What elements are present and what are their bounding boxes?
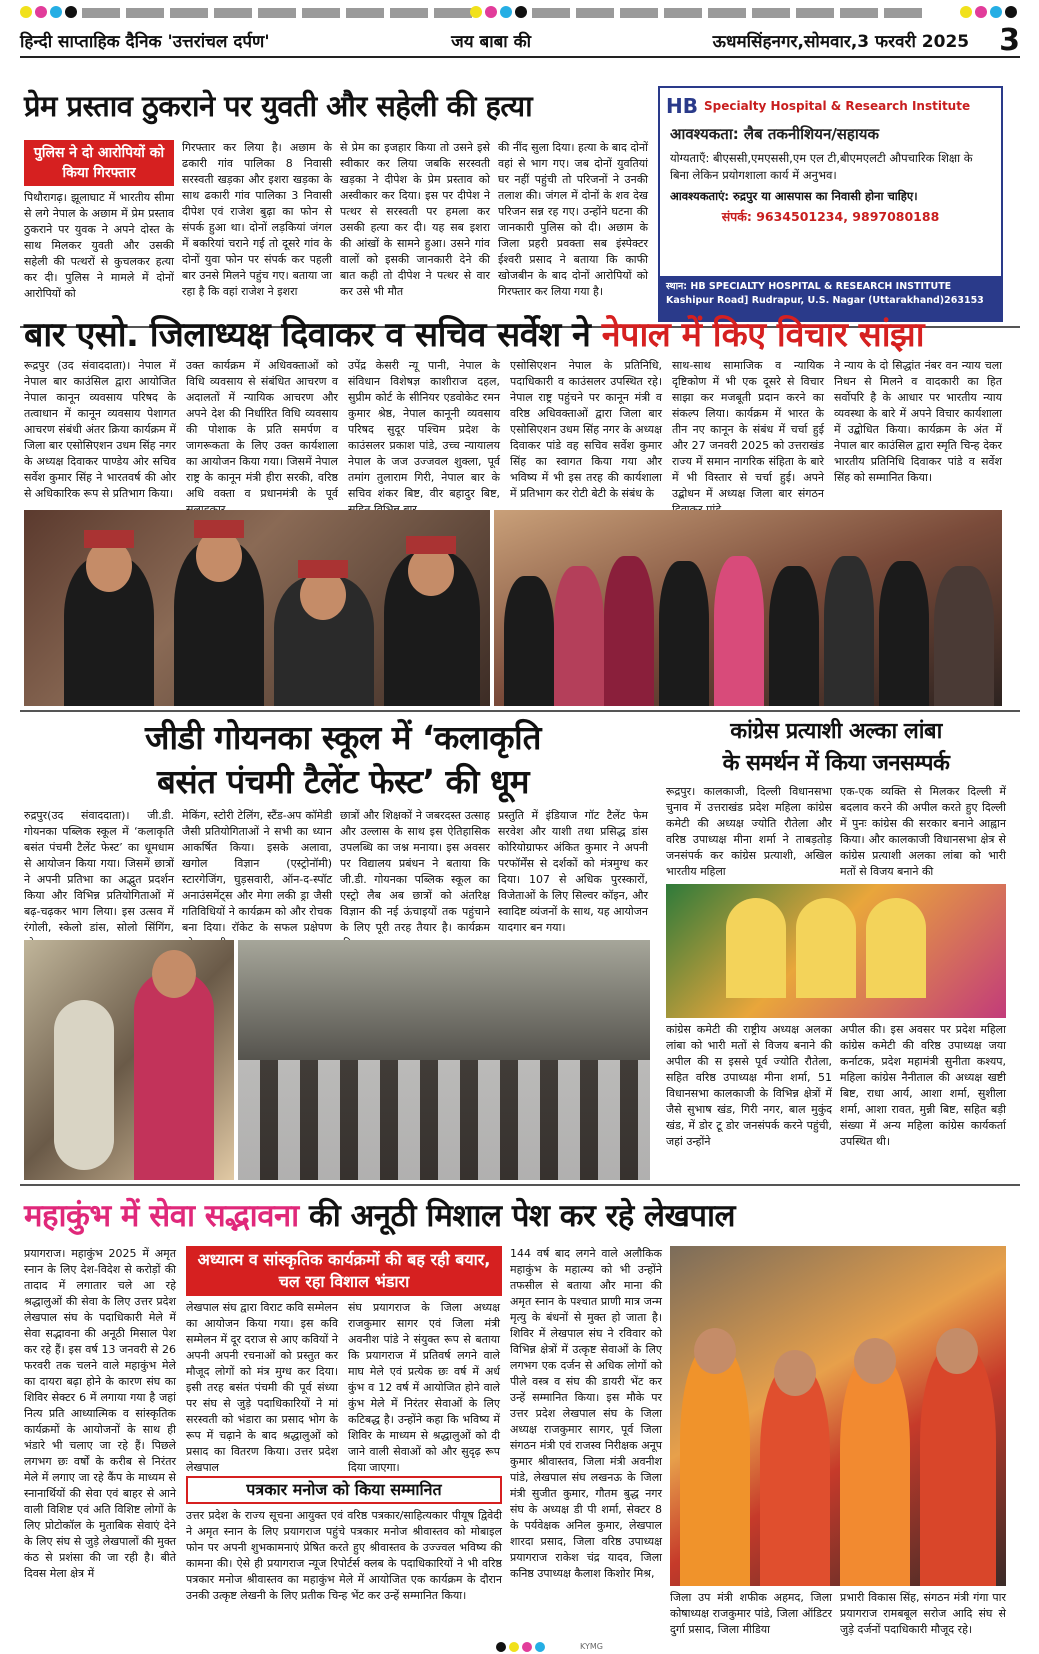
story4-headline-line1: कांग्रेस प्रत्याशी अल्का लांबा <box>730 719 942 744</box>
story2-headline-black: बार एसो. जिलाध्यक्ष दिवाकर व सचिव सर्वेश ने <box>24 315 591 355</box>
story3-col2: मेकिंग, स्टोरी टेलिंग, स्टैंड-अप कॉमेडी जैसी प्रतियोगिताओं ने सभी का ध्यान आकर्षित किया। इसके अलावा, खगोल विज्ञान (एस्ट्रोनॉमी) स्टारगेजिंग, घुड़सवारी, ऑन-द-स्पॉट अनाउंसमेंट्स और मेगा लकी ड्रा जैसी गतिविधियों ने कार्यक्रम को और रोचक बना दिया। रॉकेट के सफल प्रक्षेपण <box>182 809 332 934</box>
story5-col3: संघ प्रयागराज के जिला अध्यक्ष राजकुमार सागर एवं जिला मंत्री अवनीश पांडे ने संयुक्त रूप से बताया कि प्रयागराज में प्रतिवर्ष लगने वाले माघ मेले एवं प्रत्येक छः वर्ष में अर्ध कुंभ व 12 वर्ष में आयोजित होने वाले कुंभ मेले में निरंतर सेवाओं के लिए कटिबद्ध है। उन्होंने कहा कि भविष्य में शिविर के माध्यम से श्रद्धालुओं को दी जाने वाली सेवाओं को और सुदृढ़ रूप दिया जाएगा। <box>348 1301 500 1474</box>
story5-photo-lekhpal <box>670 1246 1006 1586</box>
story3-headline <box>28 716 658 804</box>
story5-box2-headline: पत्रकार मनोज को किया सम्मानित <box>186 1476 502 1504</box>
masthead-slogan: जय बाबा की <box>451 31 532 52</box>
registration-bars-right <box>532 8 922 18</box>
footer-code: KYMG <box>580 1642 603 1651</box>
story2-headline-red: नेपाल में किए विचार सांझा <box>601 315 925 355</box>
ad-address: स्थान: HB SPECIALTY HOSPITAL & RESEARCH INSTITUTE Kashipur Road] Rudrapur, U.S. Nagar (Uttarakhand)263153 <box>660 276 1001 320</box>
story1-col2: गिरफ्तार कर लिया है। अछाम के ढकारी गांव पालिका 8 निवासी सरस्वती खड़का और इशरा खड़का के साथ ढकारी गांव पालिका 3 निवासी दीपेश एवं राजेश बुढ़ा का फोन से संपर्क हुआ था। दोनों लड़कियां जंगल में बकरियां चराने गई तो दूसरे गांव के दोनों युवा फोन पर संपर्क कर पहली बार उनसे मिलने पहुंच गए। बताया जा रहा है कि वहां राजेश ने इशरा <box>182 141 332 298</box>
story2-col6: ने न्याय के दो सिद्धांत नंबर वन न्याय चला निधन से मिलने व वादकारी का हित सर्वोपरि है के आधार पर भारतीय न्याय व्यवस्था के बारे में अपने विचार कार्यशाला में उद्बोधित किया। कार्यक्रम के अंत में नेपाल बार काउंसिल द्वारा स्मृति चिन्ह देकर भारतीय प्रतिनिधि दिवाकर पांडे व सर्वेश सिंह को सम्मानित किया। <box>834 359 1002 484</box>
section-divider <box>20 710 1020 712</box>
story1-col4: की नींद सुला दिया। हत्या के बाद दोनों वहां से भाग गए। जब दोनों युवतियां घर नहीं पहुंची तो परिजनों ने उनकी तलाश की। जंगल में दोनों के शव देख परिजन सन्न रह गए। उन्होंने घटना की जानकारी पुलिस को दी। अछाम के जिला प्रहरी प्रवक्ता सब इंस्पेक्टर ईश्वरी प्रसाद ने बताया कि काफी खोजबीन के बाद दोनों आरोपियों को गिरफ्तार कर लिया गया है। <box>498 141 648 298</box>
ad-need: आवश्यकताएं: रुद्रपुर या आसपास का निवासी होना चाहिए। <box>670 189 918 203</box>
section-divider <box>20 1184 1020 1186</box>
story5-box2-text: उत्तर प्रदेश के राज्य सूचना आयुक्त एवं वरिष्ठ पत्रकार/साहित्यकार पीयूष द्विवेदी ने अमृत स्नान के लिए प्रयागराज पहुंचे पत्रकार मनोज श्रीवास्तव को मोबाइल फोन पर अपनी शुभकामनाएं प्रेषित करते हुए श्रीवास्तव के उज्ज्वल भविष्य की कामना की। ऐसे ही प्रयागराज न्यूज रिपोर्टर्स क्लब के पदाधिकारियों ने भी वरिष्ठ पत्रकार मनोज श्रीवास्तव का महाकुंभ मेले में आयोजित एक कार्यक्रम के दौरान उनकी उत्कृष्ट लेखनी के लिए प्रतीक चिन्ह भेंट कर उन्हें सम्मानित किया। <box>186 1509 502 1602</box>
footer-registration <box>470 1642 570 1652</box>
story1-col1: पिथौरागढ़। झूलाघाट में भारतीय सीमा से लगे नेपाल के अछाम में प्रेम प्रस्ताव ठुकराने पर युवक ने अपने दोस्त के साथ मिलकर युवती और उसकी सहेली की पत्थरों से कुचलकर हत्या कर दी। पुलिस ने मामले में दोनों आरोपियों को <box>24 191 174 300</box>
registration-bars-left <box>82 8 472 18</box>
story5-col1: प्रयागराज। महाकुंभ 2025 में अमृत स्नान के लिए देश-विदेश से करोड़ों की तादाद में लगातार चले आ रहे श्रद्धालुओं की सेवा के लिए उत्तर प्रदेश लेखपाल संघ के पदाधिकारी मेले में सेवा सद्भावना की अनूठी मिसाल पेश कर रहे हैं। इस वर्ष 13 जनवरी से 26 फरवरी तक चलने वाले महाकुंभ मेले का दायरा बढ़ा होने के कारण संघ का शिविर सेक्टर 6 में लगाया गया है जहां नित्य प्रति आध्यात्मिक व सांस्कृतिक कार्यक्रमों के आयोजनों के साथ ही भंडारे भी चलाए जा रहे हैं। पिछले लगभग छः वर्षों के करीब से निरंतर मेले में लगाए जा रहे कैंप के माध्यम से स्नानार्थियों की सेवा एवं बाहर से आने वाली विशिष्ट एवं अति विशिष्ट लोगों के लिए प्रोटोकॉल के मुताबिक सेवाएं देने के लिए संघ से जुड़े लेखपालों की मुक्त कंठ से प्रशंसा की जा रही है। बीते दिवस मेला क्षेत्र में <box>24 1247 176 1580</box>
story5-col5: जिला उप मंत्री शफीक अहमद, जिला कोषाध्यक्ष राजकुमार पांडे, जिला ऑडिटर दुर्गा प्रसाद, जिला मीडिया <box>670 1591 832 1636</box>
story5-col2: लेखपाल संघ द्वारा विराट कवि सम्मेलन का आयोजन किया गया। इस कवि सम्मेलन में दूर दराज से आए कवियों ने अपनी अपनी रचनाओं को प्रस्तुत कर मौजूद लोगों को मंत्र मुग्ध कर दिया। इसी तरह बसंत पंचमी की पूर्व संध्या पर संघ से जुड़े पदाधिकारियों ने मां सरस्वती को भंडारा का प्रसाद भोग के रूप में चढ़ाने के बाद श्रद्धालुओं को प्रसाद का वितरण किया। उत्तर प्रदेश लेखपाल <box>186 1301 338 1474</box>
story1-subhead: पुलिस ने दो आरोपियों को किया गिरफ्तार <box>24 140 174 186</box>
story2-headline <box>24 298 1019 354</box>
story2-photo-handshake <box>24 510 490 706</box>
story5-headline-black: की अनूठी मिशाल पेश कर रहे लेखपाल <box>308 1198 736 1234</box>
story2-col4: एसोसिएशन नेपाल के प्रतिनिधि, पदाधिकारी व काउंसलर उपस्थित रहे। नेपाल राष्ट्र पहुंचने पर कानून मंत्री व वरिष्ठ अधिवक्ताओं द्वारा जिला बार एसोसिएशन उधम सिंह नगर के अध्यक्ष दिवाकर पांडे वह सचिव सर्वेश कुमार सिंह का स्वागत किया गया और भविष्य में भी इस तरह की कार्यशाला में प्रतिभाग कर रोटी बेटी के संबंध के <box>510 359 662 500</box>
story4-headline-line2: के समर्थन में किया जनसम्पर्क <box>722 751 950 776</box>
ad-qualification: योग्यताएँ: बीएससी,एमएससी,एम एल टी,बीएमएलटी औपचारिक शिक्षा के बिना लेकिन प्रयोगशाला कार्य में अनुभव। <box>670 151 973 182</box>
story3-headline-line1: जीडी गोयनका स्कूल में ‘कलाकृति <box>145 718 541 757</box>
story5-col4: 144 वर्ष बाद लगने वाले अलौकिक महाकुंभ के महात्म्य को भी उन्होंने तफसील से बताया और माना की अमृत स्नान के पश्चात प्राणी मात्र जन्म मृत्यु के बंधनों से मुक्त हो जाता है। शिविर में लेखपाल संघ ने रविवार को विभिन्न क्षेत्रों में उत्कृष्ट सेवाओं के लिए लगभग एक दर्जन से अधिक लोगों को पीले वस्त्र व संघ की डायरी भेंट कर उन्हें सम्मानित किया। इस मौके पर उत्तर प्रदेश लेखपाल संघ के जिला अध्यक्ष राजकुमार सागर, पूर्व जिला संगठन मंत्री एवं राजस्व निरीक्षक अनूप कुमार श्रीवास्तव, जिला मंत्री अवनीश पांडे, लेखपाल संघ लखनऊ के जिला मंत्री सुजीत कुमार, गौतम बुद्ध नगर संघ के अध्यक्ष डी पी शर्मा, सेक्टर 8 के पर्यवेक्षक अनिल कुमार, लेखपाल शारदा प्रसाद, जिला वरिष्ठ उपाध्यक्ष प्रयागराज राकेश चंद्र यादव, जिला कनिष्ठ उपाध्यक्ष कैलाश किशोर मिश्र, <box>510 1247 662 1580</box>
story3-col1: रुद्रपुर(उद संवाददाता)। जी.डी. गोयनका पब्लिक स्कूल में ‘कलाकृति बसंत पंचमी टैलेंट फेस्ट’ का धूमधाम से आयोजन किया गया। जिसमें छात्रों ने अपनी प्रतिभा का अद्भुत प्रदर्शन किया और विभिन्न प्रतियोगिताओं में बढ़-चढ़कर भाग लिया। इस उत्सव में रंगोली, स्केलो डांस, सोलो सिंगिंग, <box>24 809 174 934</box>
hospital-logo: HB <box>666 94 698 118</box>
story2-photo-group <box>494 510 1002 706</box>
story2-col5: साथ-साथ सामाजिक व न्यायिक दृष्टिकोण में भी एक दूसरे से विचार साझा कर मजबूती प्रदान करने का संकल्प लिया। कार्यक्रम में भारत के तीन नए कानून के संबंध में चर्चा हुई और 27 जनवरी 2025 को उत्तराखंड राज्य में समान नागरिक संहिता के बारे में भी विस्तार से चर्चा हुई। अपने उद्बोधन में अध्यक्ष जिला बार संगठन <box>672 359 824 500</box>
story4-col2: एक-एक व्यक्ति से मिलकर दिल्ली में बदलाव करने की अपील करते हुए दिल्ली में पुनः कांग्रेस की सरकार बनाने आह्वान किया। और कालकाजी विधानसभा क्षेत्र से कांग्रेस प्रत्याशी अलका लांबा को भारी मतों से विजय बनाने की <box>840 785 1006 878</box>
story5-box-headline: अध्यात्म व सांस्कृतिक कार्यक्रमों की बह रही बयार, चल रहा विशाल भंडारा <box>186 1246 502 1296</box>
masthead <box>20 24 1020 58</box>
story4-col3: कांग्रेस कमेटी की राष्ट्रीय अध्यक्ष अलका लांबा को भारी मतों से विजय बनाने की अपील की स इससे पूर्व ज्योति रौतेला, सहित वरिष्ठ उपाध्यक्ष मीना शर्मा, 51 विधानसभा कालकाजी के विभिन्न क्षेत्रों में जैसे सुभाष खंड, गिरी नगर, बाल मुकुंद खंड, में डोर टू डोर जनसंपर्क करने पहुंची, जहां उन्होंने <box>666 1023 832 1148</box>
color-registration-dots <box>470 6 527 18</box>
story3-photo-lamp <box>24 940 234 1180</box>
story3-col3: छात्रों और शिक्षकों ने जबरदस्त उत्साह और उल्लास के साथ इस ऐतिहासिक उपलब्धि का जश्न मनाया। इस अवसर पर विद्यालय प्रबंधन ने बताया कि जी.डी. गोयनका पब्लिक स्कूल का एस्ट्रो लैब अब छात्रों को अंतरिक्ष विज्ञान की नई ऊंचाइयों तक पहुंचाने के लिए पूरी तरह तैयार है। कार्यक्रम <box>340 809 490 934</box>
story1-headline: प्रेम प्रस्ताव ठुकराने पर युवती और सहेली की हत्या <box>24 89 533 123</box>
story1-col3: से प्रेम का इजहार किया तो उसने इसे स्वीकार कर लिया जबकि सरस्वती खड़का ने दीपेश के प्रेम प्रस्ताव को अस्वीकार कर दिया। इस पर दीपेश ने पत्थर से सरस्वती पर हमला कर उसकी हत्या कर दी। यह सब इशरा की आंखों के सामने हुआ। उसने गांव वालों को इसकी जानकारी देने की बात कही तो दीपेश ने पत्थर से वार कर उसे भी मौत <box>340 141 490 298</box>
story3-col4: प्रस्तुति में इंडियाज गॉट टैलेंट फेम सरवेश और याशी तथा प्रसिद्ध डांस कोरियोग्राफर अंकित कुमार ने अपनी परफॉर्मेंस से दर्शकों को मंत्रमुग्ध कर दिया। 107 से अधिक पुरस्कारों, विजेताओं के लिए सिल्वर कॉइन, और स्वादिष्ट व्यंजनों के साथ, यह आयोजन यादगार बन गया। <box>498 809 648 934</box>
story2-col1: रूद्रपुर (उद संवाददाता)। नेपाल में नेपाल बार काउंसिल द्वारा आयोजित नेपाल कानून व्यवसाय परिषद के तत्वाधान में कानून व्यवसाय पेशागत आचरण संबंधी अंतर क्रिया कार्यक्रम में जिला बार एसोसिएशन उधम सिंह नगर के अध्यक्ष दिवाकर पाण्डेय ओर सचिव सर्वेश कुमार सिंह ने भारतवर्ष की ओर से अधिकारिक रूप से प्रतिभाग किया। <box>24 359 176 500</box>
story4-photo-congress <box>666 884 1006 1018</box>
color-registration-dots <box>960 6 1017 18</box>
story5-headline <box>24 1188 1014 1240</box>
story4-col1: रूद्रपुर। कालकाजी, दिल्ली विधानसभा चुनाव में उत्तराखंड प्रदेश महिला कांग्रेस कमेटी की अध्यक्ष ज्योति रौतेला और वरिष्ठ उपाध्यक्ष मीना शर्मा ने ताबड़तोड़ जनसंपर्क कर कांग्रेस प्रत्याशी, अखिल भारतीय महिला <box>666 785 832 878</box>
color-registration-dots <box>20 6 77 18</box>
story5-col6: प्रभारी विकास सिंह, संगठन मंत्री गंगा पार प्रयागराज रामबबूल सरोज आदि संघ से जुड़े दर्जनों पदाधिकारी मौजूद रहे। <box>840 1591 1006 1636</box>
story5-headline-pink: महाकुंभ में सेवा सद्भावना <box>24 1198 299 1234</box>
page-number: 3 <box>999 22 1020 58</box>
story2-col3: उपेंद्र केसरी न्यू पानी, नेपाल के संविधान विशेषज्ञ काशीराज दहल, सुप्रीम कोर्ट के सीनियर एडवोकेट रमन कुमार श्रेष्ठ, नेपाल कानूनी व्यवसाय परिषद सुदूर पश्चिम प्रदेश के काउंसलर प्रकाश पांडे, उच्च न्यायालय नेपाल के जज उज्जवल शुक्ला, पूर्व तमांग तुलाराम गिरी, नेपाल बार के सचिव शंकर बिष्ट, वीर बहादुर बिष्ट, <box>348 359 500 500</box>
story3-photo-audience <box>238 940 650 1180</box>
issue-date: ऊधमसिंहनगर,सोमवार,3 फरवरी 2025 <box>712 31 970 52</box>
paper-title: हिन्दी साप्ताहिक दैनिक 'उत्तरांचल दर्पण' <box>20 31 270 52</box>
story2-col2: उक्त कार्यक्रम में अधिवक्ताओं को विधि व्यवसाय से संबंधित आचरण व अदालतों में न्यायिक आचरण और अपने देश की निर्धारित विधि व्यवसाय की पोशाक के प्रति समर्पण व जागरूकता के लिए उक्त कार्यशाला का आयोजन किया गया। जिसमें नेपाल राष्ट्र के कानून मंत्री हीरा सरकी, वरिष्ठ अधि वक्ता व प्रधानमंत्री के पूर्व <box>186 359 338 500</box>
hospital-ad <box>658 86 1003 322</box>
story4-headline <box>666 716 1006 780</box>
ad-requirement: आवश्यकता: लैब तकनीशियन/सहायक <box>670 125 879 143</box>
story3-headline-line2: बसंत पंचमी टैलेंट फेस्ट’ की धूम <box>157 762 529 801</box>
story4-col4: अपील की। इस अवसर पर प्रदेश महिला कांग्रेस कमेटी की वरिष्ठ उपाध्यक्ष जया कर्नाटक, प्रदेश महामंत्री सुनीता कश्यप, महिला कांग्रेस नैनीताल की अध्यक्ष खष्टी बिष्ट, राधा आर्य, आशा शर्मा, सुशीला शर्मा, आशा रावत, मुन्नी बिष्ट, सहित बड़ी संख्या में अन्य महिला कांग्रेस कार्यकर्ता उपस्थित थी। <box>840 1023 1006 1148</box>
hospital-name: Specialty Hospital & Research Institute <box>703 99 971 113</box>
ad-contact: संपर्क: 9634501234, 9897080188 <box>721 209 940 224</box>
